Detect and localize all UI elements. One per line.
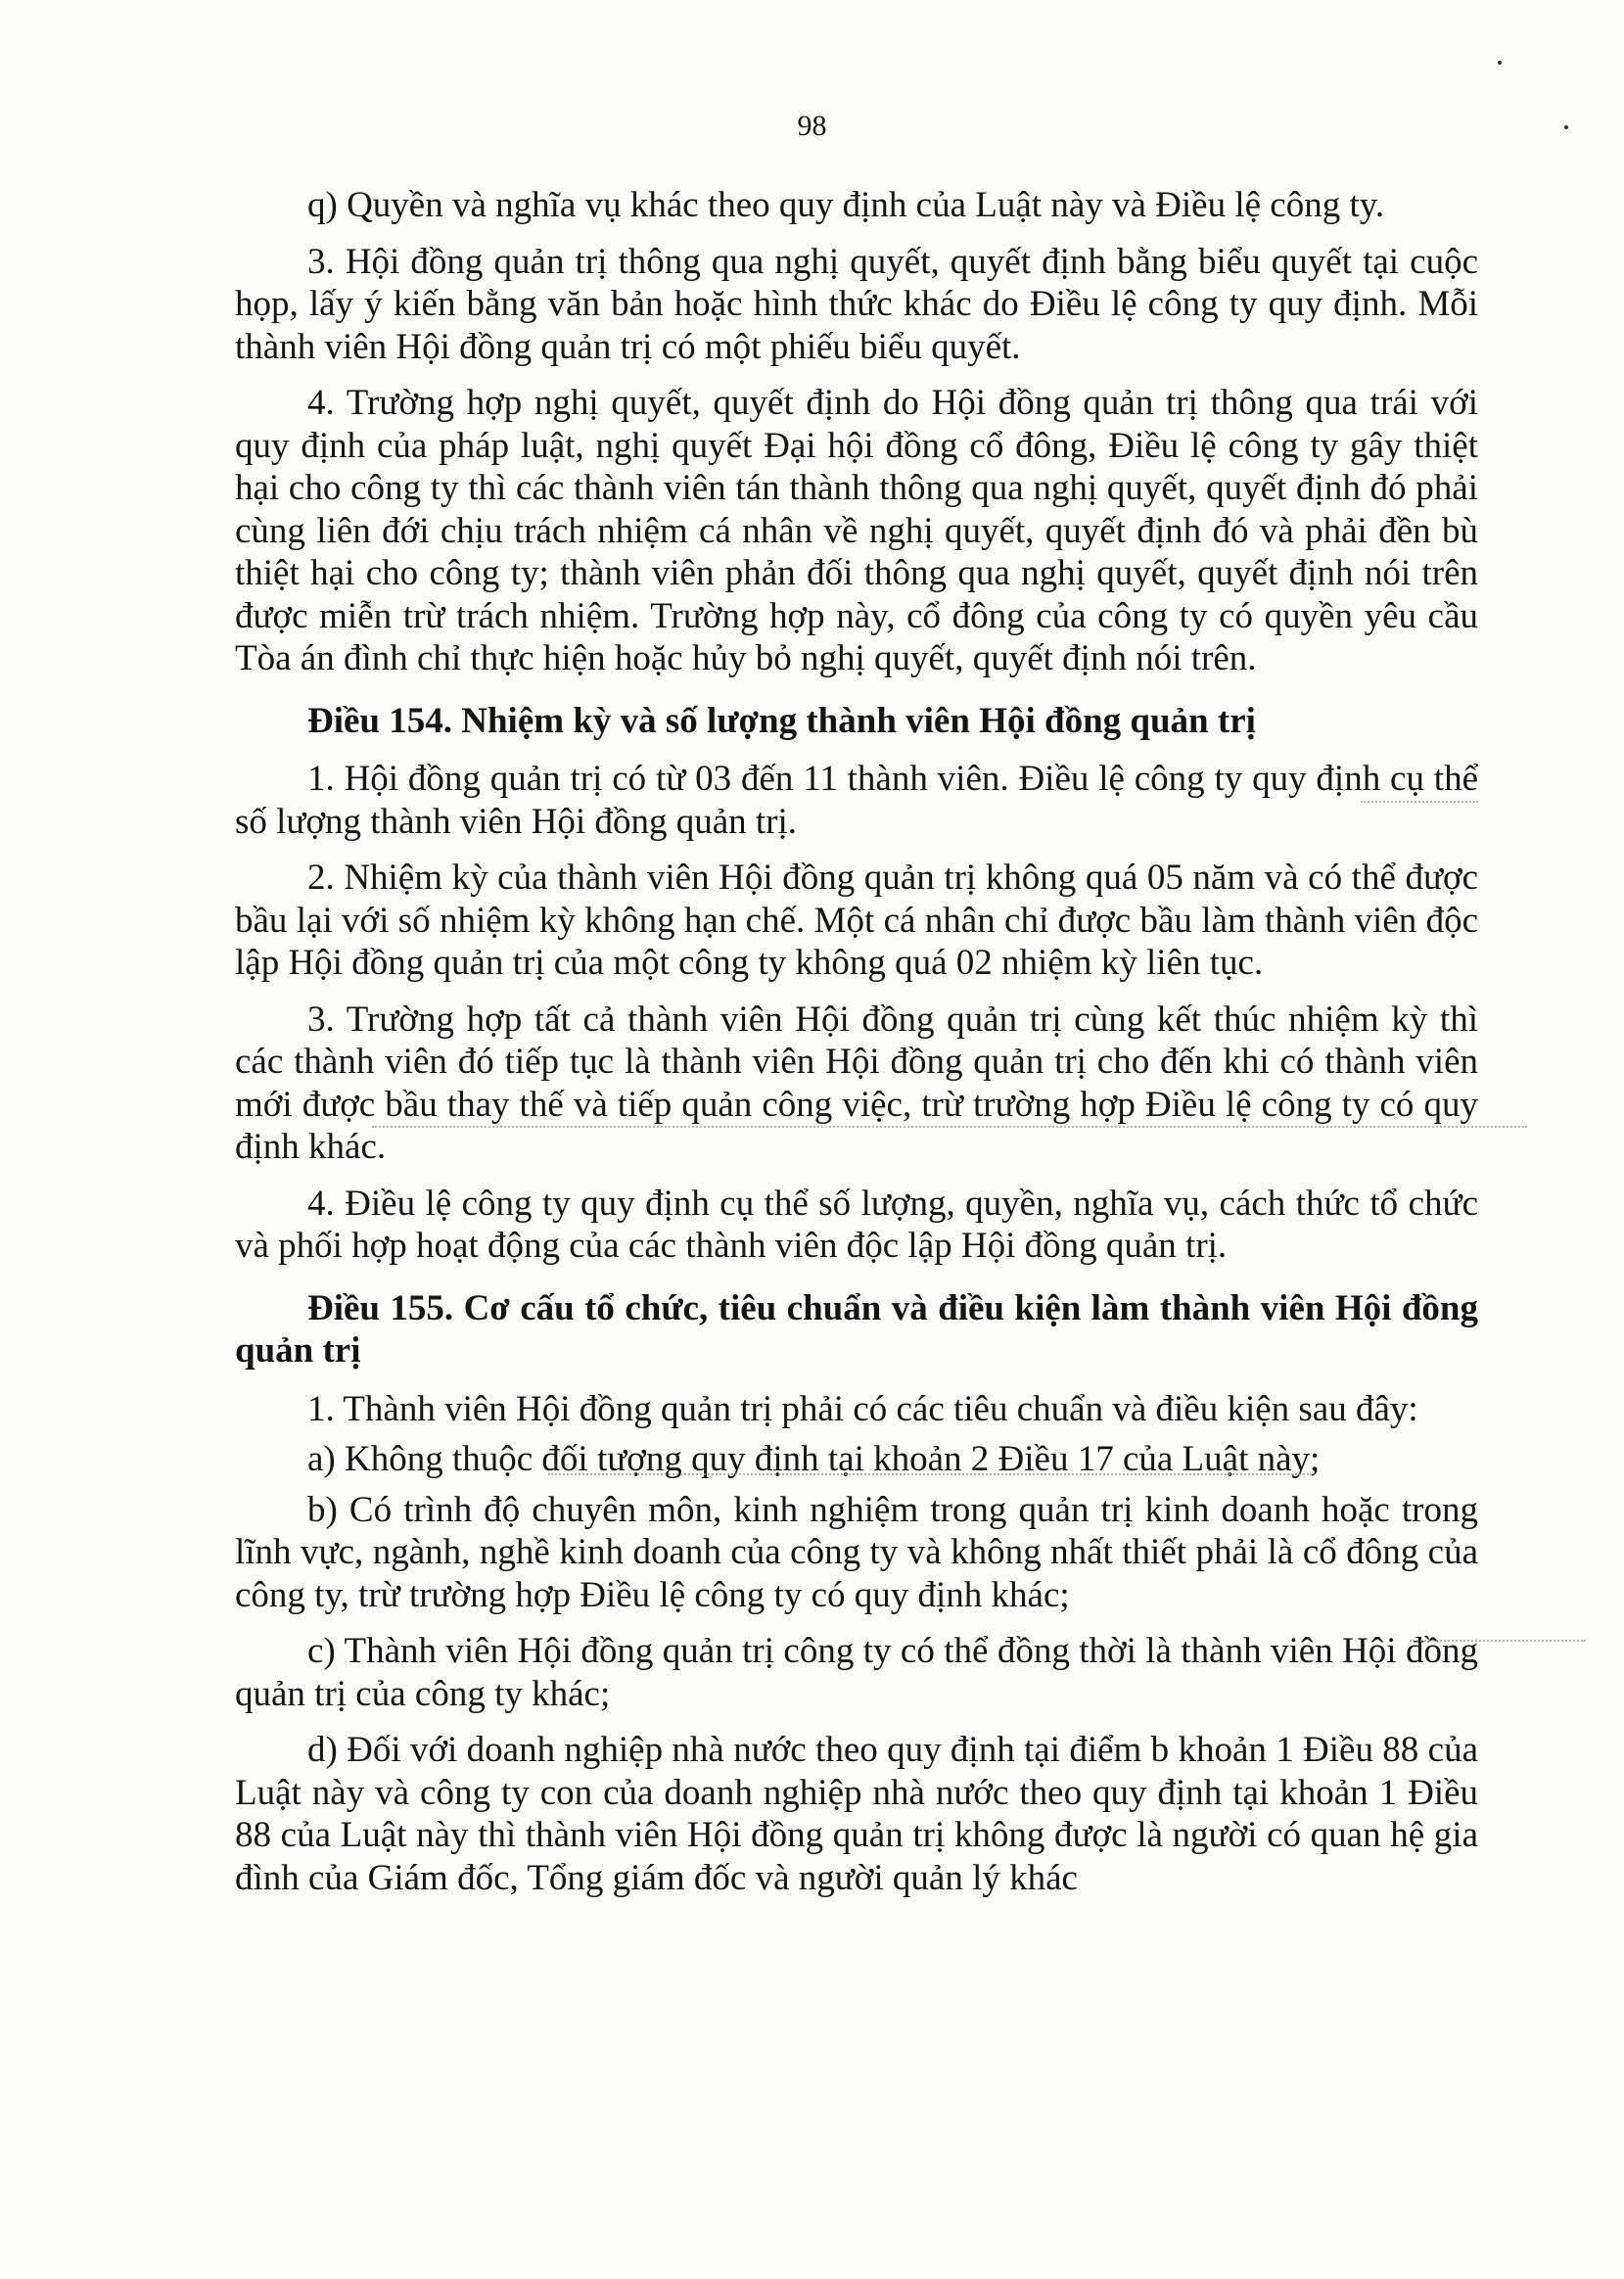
- article-154-clause-3: 3. Trường hợp tất cả thành viên Hội đồng quản trị cùng kết thúc nhiệm kỳ thì các thành viên đó tiếp tục là thành viên Hội đồng quản trị cho đến khi có thành viên mới được bầu thay thế và tiếp quản công việc, trừ trường hợp Điều lệ công ty có quy định khác.: [235, 999, 1478, 1167]
- article-155-clause-1: 1. Thành viên Hội đồng quản trị phải có các tiêu chuẩn và điều kiện sau đây:: [307, 1388, 1418, 1429]
- paragraph-item-q: q) Quyền và nghĩa vụ khác theo quy định của Luật này và Điều lệ công ty.: [307, 185, 1385, 225]
- article-155-point-d: d) Đối với doanh nghiệp nhà nước theo quy định tại điểm b khoản 1 Điều 88 của Luật này và công ty con của doanh nghiệp nhà nước theo quy định tại khoản 1 Điều 88 của Luật này thì thành viên Hội đồng quản trị không được là người có quan hệ gia đình của Giám đốc, Tổng giám đốc và người quản lý khác: [235, 1730, 1478, 1898]
- scan-speck: [1498, 61, 1502, 65]
- paragraph-clause-4: 4. Trường hợp nghị quyết, quyết định do Hội đồng quản trị thông qua trái với quy định của pháp luật, nghị quyết Đại hội đồng cổ đông, Điều lệ công ty gây thiệt hại cho công ty thì các thành viên tán thành thông qua nghị quyết, quyết định đó phải cùng liên đới chịu trách nhiệm cá nhân về nghị quyết, quyết định đó và phải đền bù thiệt hại cho công ty; thành viên phản đối thông qua nghị quyết, quyết định nói trên được miễn trừ trách nhiệm. Trường hợp này, cổ đông của công ty có quyền yêu cầu Tòa án đình chỉ thực hiện hoặc hủy bỏ nghị quyết, quyết định nói trên.: [235, 383, 1478, 678]
- article-155-point-a: a) Không thuộc đối tượng quy định tại khoản 2 Điều 17 của Luật này;: [307, 1439, 1321, 1479]
- article-154-clause-4: 4. Điều lệ công ty quy định cụ thể số lượng, quyền, nghĩa vụ, cách thức tổ chức và phối hợp hoạt động của các thành viên độc lập Hội đồng quản trị.: [235, 1183, 1478, 1266]
- article-155-point-b: b) Có trình độ chuyên môn, kinh nghiệm trong quản trị kinh doanh hoặc trong lĩnh vực, ngành, nghề kinh doanh của công ty và không nhất thiết phải là cổ đông của công ty, trừ trường hợp Điều lệ công ty có quy định khác;: [235, 1489, 1478, 1615]
- article-154-clause-1: 1. Hội đồng quản trị có từ 03 đến 11 thành viên. Điều lệ công ty quy định cụ thể số lượng thành viên Hội đồng quản trị.: [235, 759, 1478, 842]
- article-155-heading: Điều 155. Cơ cấu tổ chức, tiêu chuẩn và điều kiện làm thành viên Hội đồng quản trị: [235, 1287, 1478, 1371]
- scan-speck: [1564, 125, 1568, 129]
- page-number: 98: [797, 110, 827, 142]
- scan-dotted-line: [372, 1126, 1527, 1128]
- article-154-heading: Điều 154. Nhiệm kỳ và số lượng thành viên Hội đồng quản trị: [307, 700, 1256, 741]
- article-155-point-c: c) Thành viên Hội đồng quản trị công ty có thể đồng thời là thành viên Hội đồng quản trị của công ty khác;: [235, 1631, 1478, 1714]
- page-body: [235, 184, 1478, 1913]
- scan-dotted-line: [1410, 1640, 1586, 1642]
- article-154-clause-2: 2. Nhiệm kỳ của thành viên Hội đồng quản trị không quá 05 năm và có thể được bầu lại với số nhiệm kỳ không hạn chế. Một cá nhân chỉ được bầu làm thành viên độc lập Hội đồng quản trị của một công ty không quá 02 nhiệm kỳ liên tục.: [235, 858, 1478, 983]
- scan-dotted-line: [548, 1473, 1312, 1475]
- scan-dotted-line: [1361, 801, 1478, 803]
- paragraph-clause-3: 3. Hội đồng quản trị thông qua nghị quyết, quyết định bằng biểu quyết tại cuộc họp, lấy ý kiến bằng văn bản hoặc hình thức khác do Điều lệ công ty quy định. Mỗi thành viên Hội đồng quản trị có một phiếu biểu quyết.: [235, 241, 1478, 367]
